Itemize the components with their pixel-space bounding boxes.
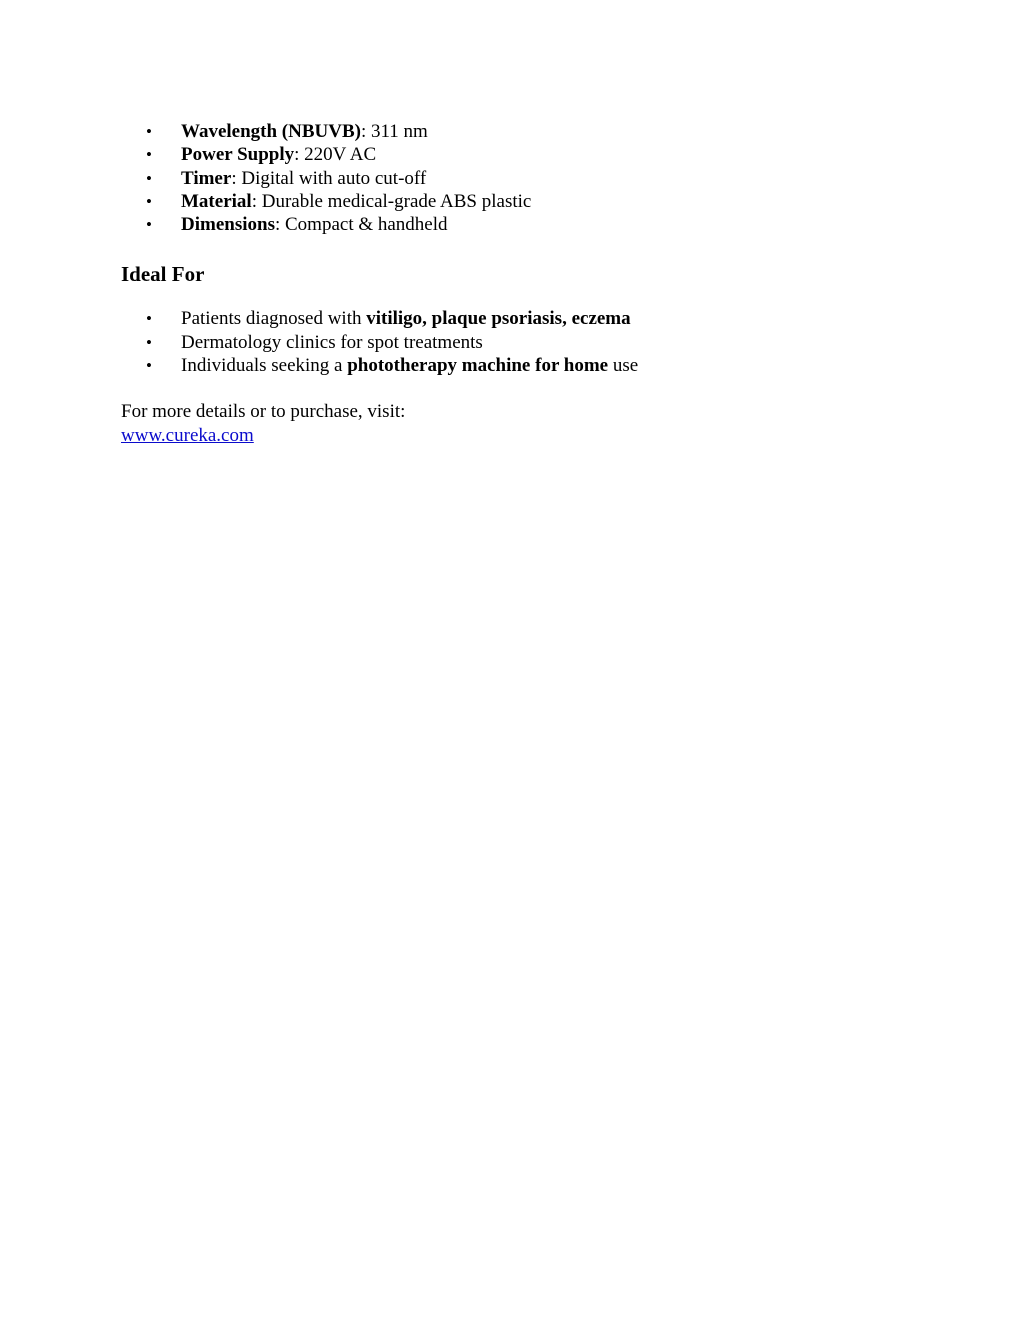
item-text-after: use (608, 355, 639, 377)
spec-value: : Compact & handheld (274, 214, 448, 236)
bullet-icon: • (146, 332, 152, 352)
item-bold-text: phototherapy machine for home (347, 355, 609, 377)
document-page (121, 120, 921, 447)
spec-label: Wavelength (NBUVB) (181, 121, 361, 142)
list-item (121, 143, 921, 166)
bullet-icon: • (146, 191, 152, 211)
spec-label: Power Supply (181, 144, 295, 166)
spec-value: : 311 nm (360, 121, 428, 142)
list-item (121, 120, 921, 143)
closing-paragraph (121, 400, 921, 447)
spec-label: Material (181, 190, 252, 212)
website-link[interactable]: www.cureka.com (121, 424, 254, 446)
bullet-icon: • (146, 215, 152, 235)
spec-value: : Digital with auto cut-off (231, 167, 427, 189)
list-item (121, 213, 921, 236)
item-bold-text: vitiligo, plaque psoriasis, eczema (366, 308, 631, 330)
list-item (121, 331, 921, 354)
item-text: Individuals seeking a (181, 355, 348, 377)
list-item (121, 307, 921, 330)
list-item (121, 167, 921, 190)
bullet-icon: • (146, 309, 152, 329)
spec-value: : 220V AC (294, 144, 377, 166)
list-item (121, 354, 921, 377)
bullet-icon: • (146, 145, 152, 165)
ideal-for-list (121, 307, 921, 377)
list-item (121, 190, 921, 213)
item-text: Patients diagnosed with (181, 308, 367, 330)
item-text: Dermatology clinics for spot treatments (181, 331, 483, 353)
bullet-icon: • (146, 122, 152, 141)
specifications-list (121, 120, 921, 236)
spec-value: : Durable medical-grade ABS plastic (251, 190, 532, 212)
bullet-icon: • (146, 168, 152, 188)
bullet-icon: • (146, 356, 152, 376)
closing-text: For more details or to purchase, visit: (121, 401, 406, 423)
spec-label: Timer (181, 167, 232, 189)
ideal-for-heading: Ideal For (121, 262, 205, 287)
spec-label: Dimensions (181, 214, 275, 236)
